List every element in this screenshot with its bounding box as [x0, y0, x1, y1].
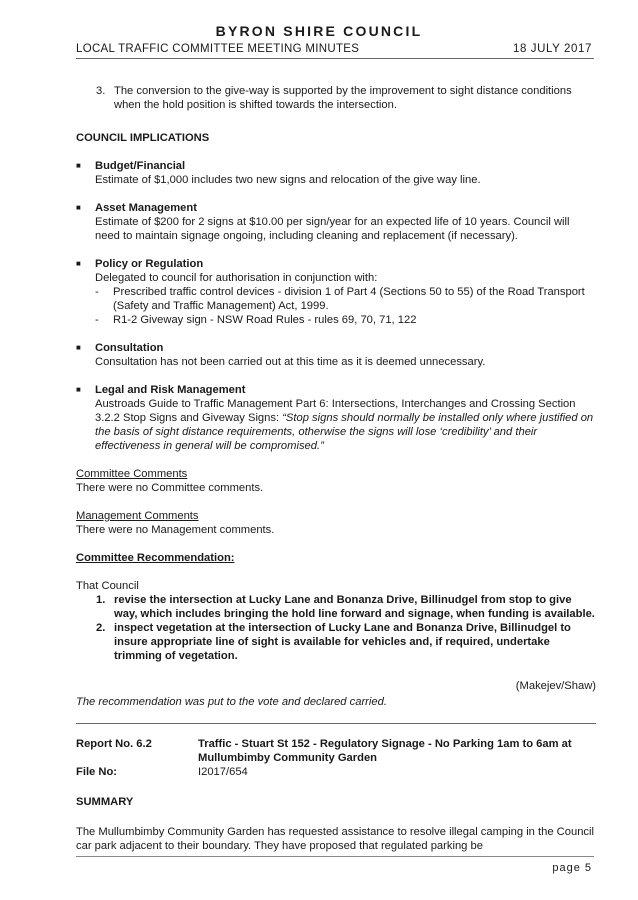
page-number: page 5: [552, 862, 592, 874]
dash-text: R1-2 Giveway sign - NSW Road Rules - rules 69, 70, 71, 122: [113, 314, 417, 326]
bullet-consultation: [76, 341, 596, 369]
committee-comments: [76, 467, 596, 495]
recommendation-text: inspect vegetation at the intersection of Lucky Lane and Bonanza Drive, Billinudgel to insure appropriate line of sight is available for vehicles and, if required, undertake trimming of vegetation.: [114, 622, 571, 662]
numbered-item-3: [96, 84, 596, 112]
file-number-label: File No:: [76, 766, 118, 778]
bullet-text: [95, 397, 596, 453]
bullet-icon: ■: [76, 161, 81, 170]
bullet-text: Estimate of $200 for 2 signs at $10.00 per sign/year for an expected life of 10 years. Council will need to maintain signage ongoing, including cleaning and replacement (if necessary).: [95, 216, 570, 242]
dash-icon: -: [95, 286, 99, 298]
dash-item: [95, 313, 596, 327]
report-title: Traffic - Stuart St 152 - Regulatory Signage - No Parking 1am to 6am at Mullumbimby Community Garden: [198, 738, 572, 764]
bullet-icon: ■: [76, 203, 81, 212]
dash-icon: -: [95, 314, 99, 326]
legal-reference: Austroads Guide to Traffic Management Part 6: Intersections, Interchanges and Crossing Section 3.2.2 Stop Signs and Giveway Signs:: [95, 398, 576, 424]
bullet-title: Asset Management: [95, 202, 197, 214]
recommendation-heading: Committee Recommendation:: [76, 552, 235, 564]
bullet-budget: [76, 159, 596, 187]
summary-heading: SUMMARY: [76, 796, 134, 808]
recommendation-item: [96, 621, 596, 663]
management-comments-heading: Management Comments: [76, 510, 199, 522]
report-number-label: Report No. 6.2: [76, 738, 152, 750]
bullet-title: Budget/Financial: [95, 160, 186, 172]
bullet-text: Consultation has not been carried out at this time as it is deemed unnecessary.: [95, 356, 486, 368]
document-subtitle: LOCAL TRAFFIC COMMITTEE MEETING MINUTES: [76, 43, 360, 55]
dash-item: [95, 285, 596, 313]
committee-comments-heading: Committee Comments: [76, 468, 188, 480]
vote-result: The recommendation was put to the vote and declared carried.: [76, 696, 387, 708]
bullet-text: Estimate of $1,000 includes two new signs and relocation of the give way line.: [95, 174, 481, 186]
bullet-asset: [76, 201, 596, 243]
recommendation-item: [96, 593, 596, 621]
recommendation-number: 2.: [96, 622, 106, 634]
legal-quote: “Stop signs should normally be installed only where justified on the basis of sight distance requirements, otherwise the signs will lose ‘credibility’ and their effectiveness in general will be compromised.”: [95, 412, 594, 452]
item-text: The conversion to the give-way is supported by the improvement to sight distance conditions when the hold position is shifted towards the intersection.: [114, 85, 572, 111]
committee-comments-text: There were no Committee comments.: [76, 482, 264, 494]
management-comments-text: There were no Management comments.: [76, 524, 275, 536]
meeting-date: 18 JULY 2017: [512, 43, 592, 55]
dash-text: Prescribed traffic control devices - division 1 of Part 4 (Sections 50 to 55) of the Road Transport (Safety and Traffic Management) Act, 1999.: [113, 286, 585, 312]
item-number: 3.: [96, 85, 106, 97]
footer-divider: [76, 856, 594, 857]
bullet-icon: ■: [76, 343, 81, 352]
bullet-title: Consultation: [95, 342, 164, 354]
bullet-policy: [76, 257, 596, 327]
bullet-icon: ■: [76, 385, 81, 394]
bullet-text: Delegated to council for authorisation in conjunction with:: [95, 272, 378, 284]
bullet-title: Policy or Regulation: [95, 258, 204, 270]
summary-text: The Mullumbimby Community Garden has requested assistance to resolve illegal camping in the Council car park adjacent to their boundary. They have proposed that regulated parking be: [76, 826, 594, 852]
report-header: [76, 737, 596, 779]
bullet-icon: ■: [76, 259, 81, 268]
mover-seconder: (Makejev/Shaw): [515, 680, 596, 692]
council-name: BYRON SHIRE COUNCIL: [215, 23, 423, 39]
recommendation-list: [76, 593, 596, 663]
bullet-title: Legal and Risk Management: [95, 384, 246, 396]
section-divider: [76, 723, 596, 724]
file-number: I2017/654: [198, 766, 248, 778]
page-content: [76, 84, 596, 853]
council-implications-heading: COUNCIL IMPLICATIONS: [76, 132, 210, 144]
recommendation-intro: That Council: [76, 580, 139, 592]
recommendation-number: 1.: [96, 594, 106, 606]
recommendation-text: revise the intersection at Lucky Lane and Bonanza Drive, Billinudgel from stop to give way, which includes bringing the hold line forward and signage, when funding is available.: [114, 594, 595, 620]
bullet-legal: [76, 383, 596, 453]
management-comments: [76, 509, 596, 537]
header-divider: [76, 58, 594, 59]
